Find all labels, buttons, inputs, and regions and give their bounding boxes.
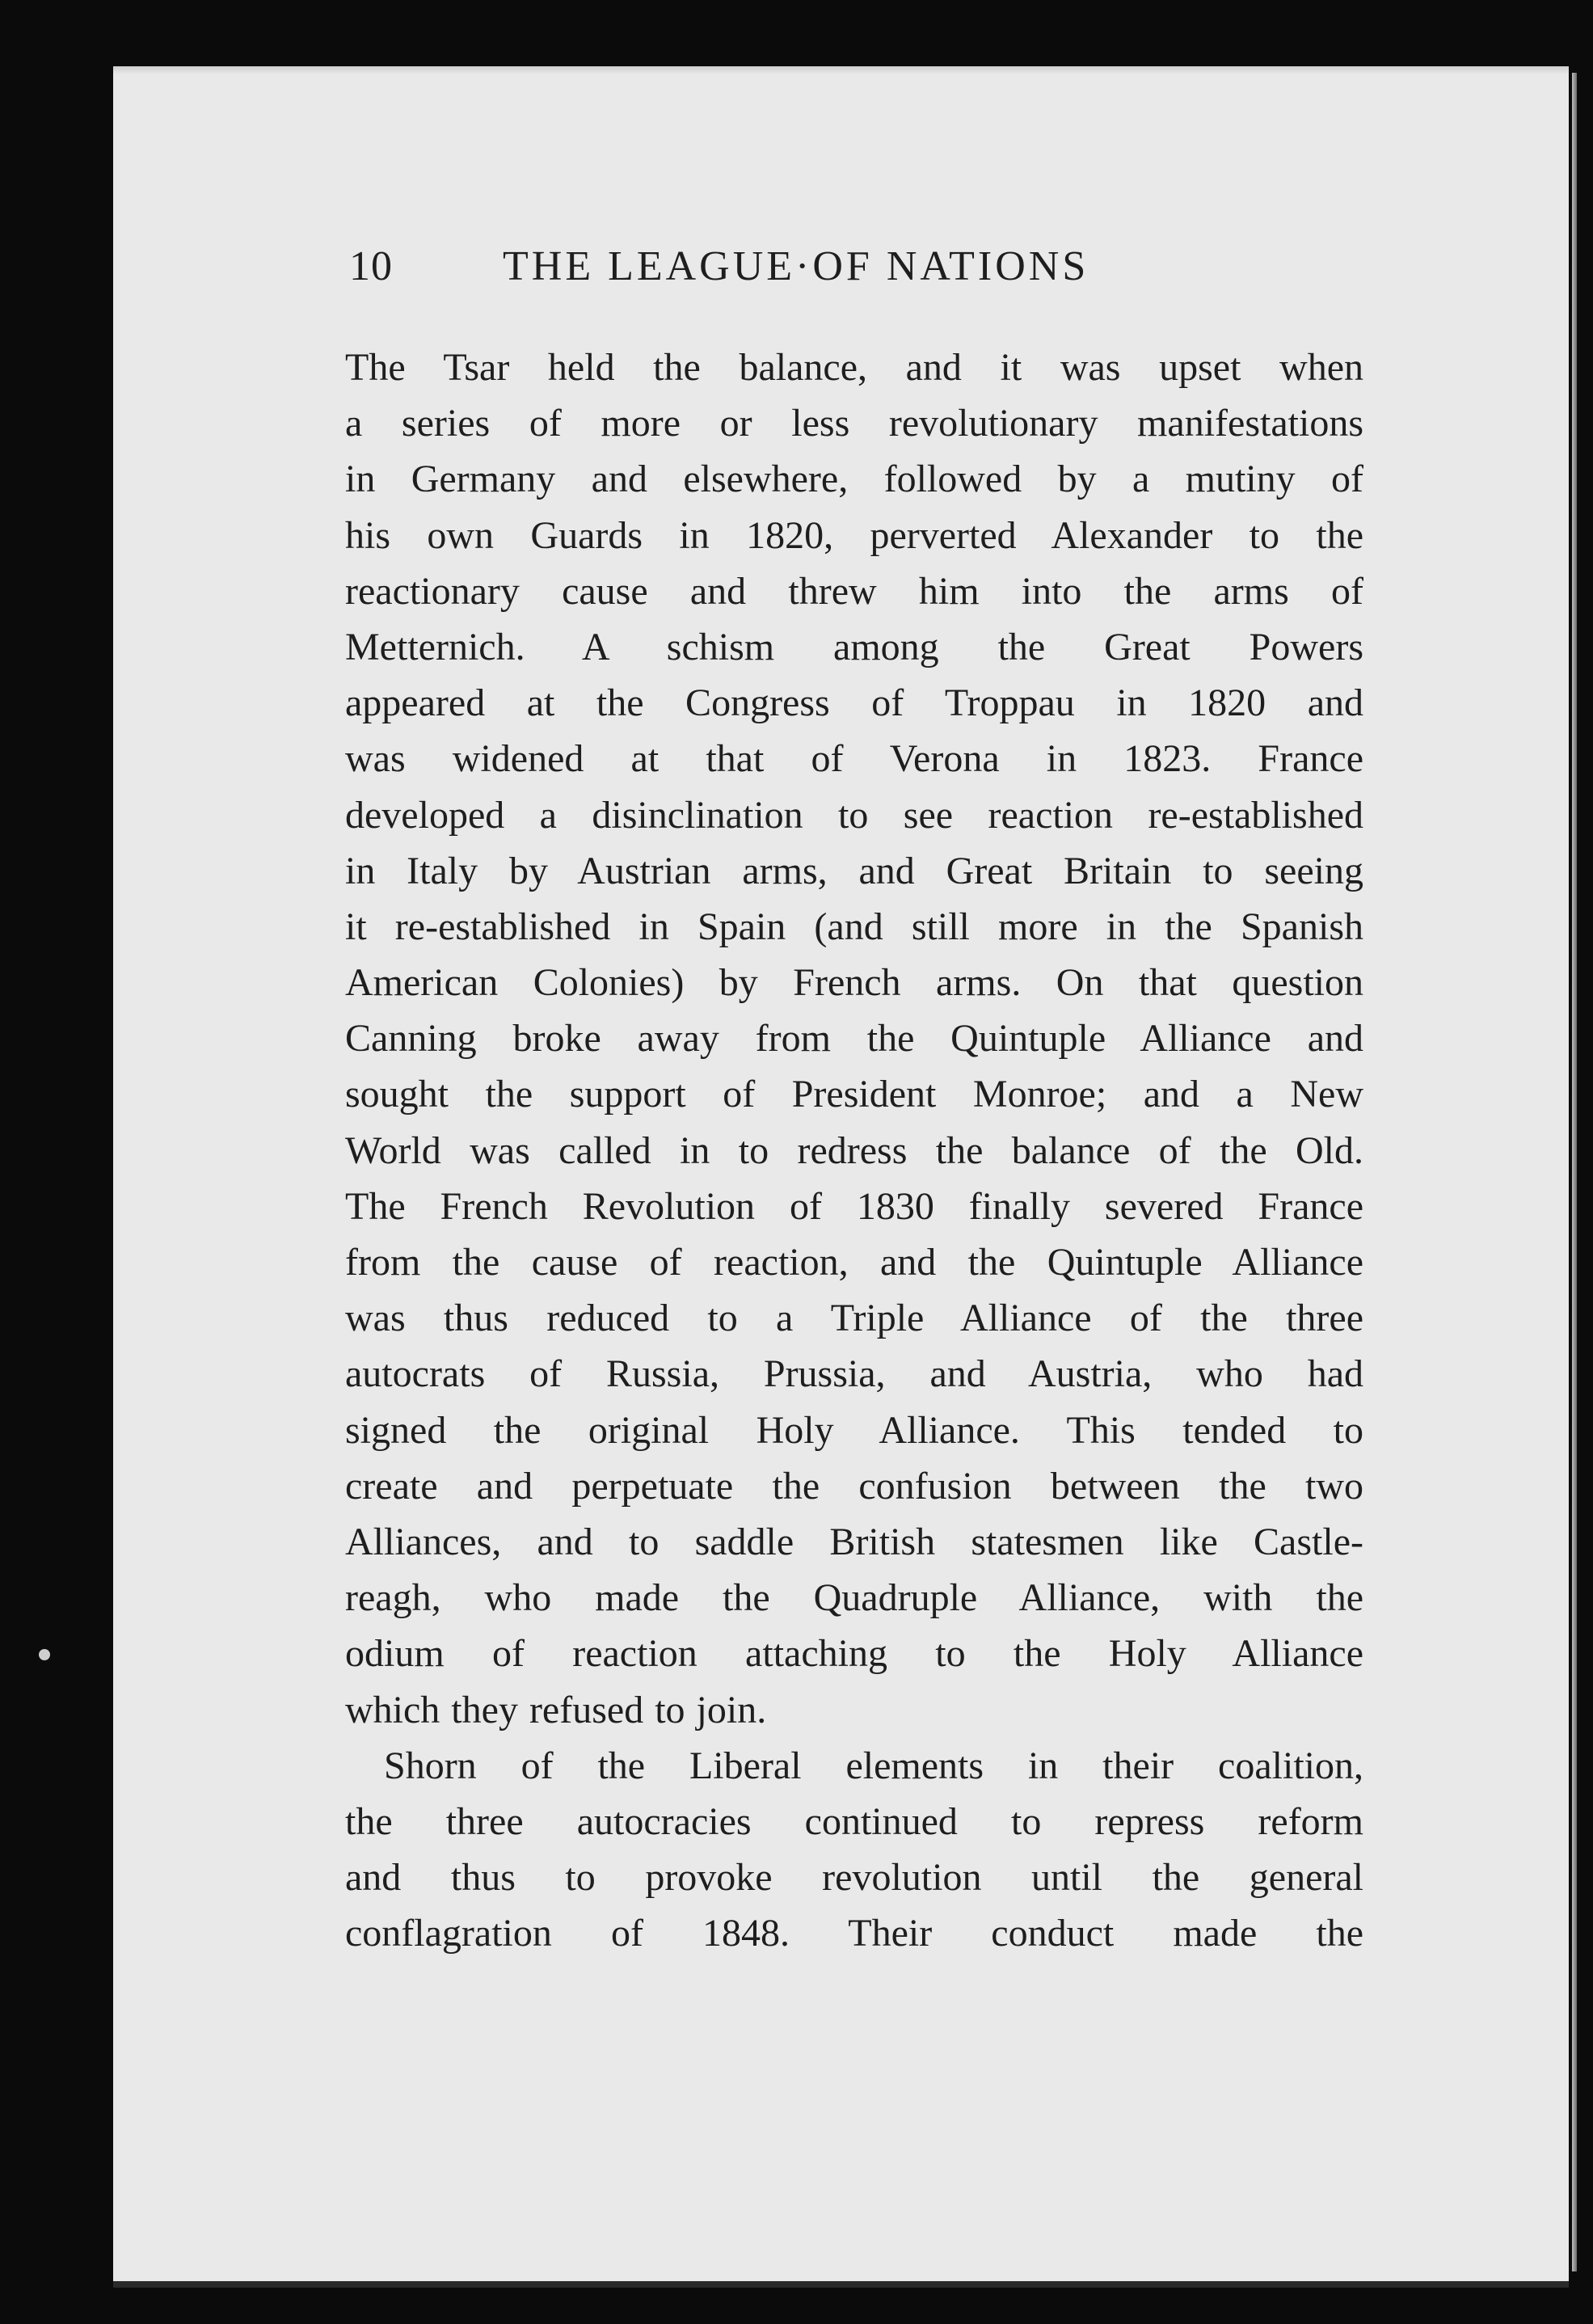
text-line: Alliances, and to saddle British statesmen like Castle- [345, 1520, 1363, 1563]
text-line: in Germany and elsewhere, followed by a mutiny of [345, 458, 1363, 501]
text-line: Canning broke away from the Quintuple Alliance and [345, 1017, 1363, 1061]
text-line: Shorn of the Liberal elements in their coalition, [384, 1744, 1363, 1787]
text-line: World was called in to redress the balance of the Old. [345, 1128, 1363, 1172]
text-line: Metternich. A schism among the Great Powers [345, 625, 1363, 669]
page-header [349, 243, 1182, 307]
text-line: a series of more or less revolutionary manifestations [345, 402, 1363, 445]
text-line: The Tsar held the balance, and it was upset when [345, 346, 1363, 389]
page-bottom-edge [113, 2281, 1569, 2288]
text-line: appeared at the Congress of Troppau in 1820 and [345, 681, 1363, 725]
paragraph-1 [345, 340, 1363, 1738]
text-line: reactionary cause and threw him into the arms of [345, 569, 1363, 613]
text-line: conflagration of 1848. Their conduct made the [345, 1912, 1363, 1955]
text-line: autocrats of Russia, Prussia, and Austria, who had [345, 1352, 1363, 1396]
text-line: create and perpetuate the confusion between the two [345, 1464, 1363, 1508]
text-line: from the cause of reaction, and the Quintuple Alliance [345, 1241, 1363, 1284]
text-line: was widened at that of Verona in 1823. France [345, 737, 1363, 781]
text-line: developed a disinclination to see reaction re-established [345, 793, 1363, 837]
body-text [345, 340, 1363, 1961]
text-line: his own Guards in 1820, perverted Alexander to the [345, 513, 1363, 557]
text-line: odium of reaction attaching to the Holy Alliance [345, 1632, 1363, 1676]
paragraph-2 [345, 1738, 1363, 1962]
text-line: sought the support of President Monroe; and a New [345, 1073, 1363, 1116]
text-line: The French Revolution of 1830 finally severed France [345, 1184, 1363, 1228]
page-right-edge [1572, 73, 1577, 2271]
text-line: reagh, who made the Quadruple Alliance, with the [345, 1576, 1363, 1620]
page-top-edge [113, 66, 1569, 74]
text-line: American Colonies) by French arms. On that question [345, 961, 1363, 1005]
text-line: and thus to provoke revolution until the general [345, 1856, 1363, 1900]
scan-speck [39, 1649, 50, 1660]
text-line: was thus reduced to a Triple Alliance of the three [345, 1297, 1363, 1340]
page-number: 10 [349, 243, 393, 289]
text-line: which they refused to join. [345, 1688, 767, 1731]
text-line: in Italy by Austrian arms, and Great Britain to seeing [345, 849, 1363, 892]
text-line: signed the original Holy Alliance. This tended to [345, 1408, 1363, 1452]
text-line: the three autocracies continued to repress reform [345, 1799, 1363, 1843]
running-title: THE LEAGUE·OF NATIONS [503, 243, 1089, 289]
text-line: it re-established in Spain (and still more in the Spanish [345, 905, 1363, 948]
